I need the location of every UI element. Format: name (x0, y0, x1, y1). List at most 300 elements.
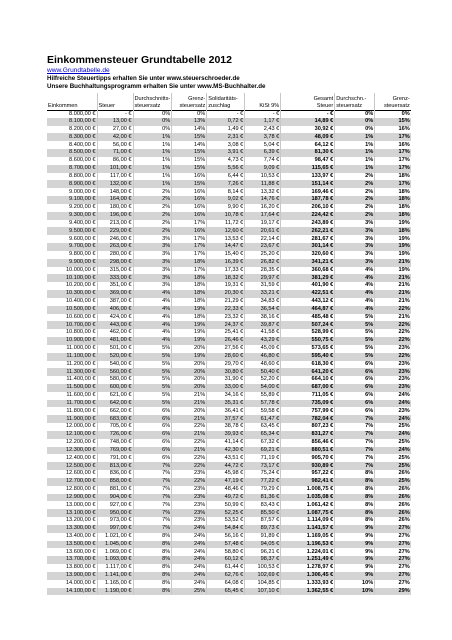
cell-grenz-2: 16% (375, 126, 411, 134)
cell-gesamt: - € (281, 110, 335, 118)
cell-kist: 59,58 € (245, 407, 281, 415)
cell-gesamt: 573,65 € (281, 345, 335, 353)
cell-gesamt: 133,97 € (281, 173, 335, 181)
cell-gesamt: 206,10 € (281, 204, 335, 212)
cell-grenz-2: 25% (375, 454, 411, 462)
cell-durchschnitt: 2% (133, 220, 172, 228)
cell-grenz: 21% (172, 431, 207, 439)
cell-kist: 34,83 € (245, 298, 281, 306)
cell-einkommen: 13.900,00 € (47, 572, 97, 580)
table-row (47, 541, 411, 549)
cell-durchschnitt-2: 2% (335, 173, 375, 181)
cell-soli: 38,78 € (207, 423, 245, 431)
cell-durchschnitt: 7% (133, 462, 172, 470)
cell-einkommen: 12.200,00 € (65, 439, 96, 446)
cell-durchschnitt: 8% (133, 533, 172, 541)
cell-grenz-2: 15% (375, 118, 411, 126)
cell-einkommen: 11.700,00 € (47, 400, 97, 408)
cell-durchschnitt: 6% (133, 415, 172, 423)
cell-soli: 50,99 € (207, 501, 245, 509)
cell-soli: 23,32 € (207, 314, 245, 322)
cell-durchschnitt-2: 4% (335, 306, 375, 314)
cell-durchschnitt-2: 10% (335, 588, 375, 596)
cell-kist: 41,58 € (245, 329, 281, 337)
cell-grenz-2: 27% (375, 533, 411, 541)
table-row (47, 533, 411, 541)
cell-steuer: - € (97, 110, 133, 118)
cell-soli: 0,72 € (207, 118, 245, 126)
cell-kist: 33,21 € (245, 290, 281, 298)
table-row (47, 439, 411, 447)
cell-steuer: 520,00 € (97, 353, 133, 361)
cell-grenz: 21% (172, 447, 207, 455)
cell-durchschnitt-2: 10% (335, 580, 375, 588)
cell-gesamt: 48,09 € (281, 133, 335, 141)
cell-durchschnitt-2: 0% (335, 118, 375, 126)
header-einkommen: Einkommen (48, 102, 78, 109)
cell-durchschnitt: 1% (133, 173, 172, 181)
cell-durchschnitt: 1% (133, 165, 172, 173)
cell-durchschnitt-2: 4% (335, 290, 375, 298)
table-row (47, 478, 411, 486)
table-row (47, 314, 411, 322)
cell-soli: 12,60 € (207, 227, 245, 235)
cell-durchschnitt: 1% (133, 133, 172, 141)
cell-soli: 44,72 € (207, 462, 245, 470)
cell-durchschnitt: 2% (133, 227, 172, 235)
cell-soli: 61,44 € (207, 564, 245, 572)
cell-steuer: 813,00 € (97, 462, 133, 470)
table-row (47, 267, 411, 275)
table-row (47, 243, 411, 251)
table-row (47, 149, 411, 157)
cell-soli: 14,47 € (207, 243, 245, 251)
cell-steuer: 229,00 € (97, 227, 133, 235)
cell-gesamt: 856,46 € (281, 439, 335, 447)
cell-grenz: 22% (172, 462, 207, 470)
table-row (47, 259, 411, 267)
cell-soli: 9,90 € (207, 204, 245, 212)
cell-grenz-2: 23% (375, 345, 411, 353)
table-row (47, 251, 411, 259)
cell-durchschnitt-2: 7% (335, 462, 375, 470)
cell-gesamt: 880,51 € (281, 447, 335, 455)
cell-grenz-2: 17% (375, 165, 411, 173)
cell-durchschnitt-2: 8% (335, 470, 375, 478)
cell-gesamt: 401,90 € (281, 282, 335, 290)
cell-gesamt: 14,89 € (281, 118, 335, 126)
cell-grenz: 25% (172, 588, 207, 596)
table-row (47, 126, 411, 134)
cell-durchschnitt-2: 8% (335, 501, 375, 509)
cell-steuer: 1.093,00 € (97, 556, 133, 564)
cell-einkommen: 10.600,00 € (65, 313, 96, 320)
cell-durchschnitt-2: 9% (335, 564, 375, 572)
cell-grenz: 0% (172, 110, 207, 118)
table-row (47, 525, 411, 533)
cell-einkommen: 9.200,00 € (69, 204, 96, 211)
cell-soli: 2,31 € (207, 133, 245, 141)
cell-einkommen: 13.700,00 € (47, 556, 97, 564)
cell-gesamt: 187,78 € (281, 196, 335, 204)
cell-durchschnitt-2: 1% (335, 157, 375, 165)
cell-soli: 22,33 € (207, 306, 245, 314)
cell-grenz: 19% (172, 306, 207, 314)
cell-steuer: 662,00 € (97, 407, 133, 415)
cell-kist: 94,05 € (245, 541, 281, 549)
cell-einkommen: 9.900,00 € (47, 259, 97, 267)
cell-grenz: 15% (172, 149, 207, 157)
cell-durchschnitt-2: 7% (335, 447, 375, 455)
cell-grenz-2: 27% (375, 580, 411, 588)
cell-kist: 22,14 € (245, 235, 281, 243)
cell-grenz: 16% (172, 227, 207, 235)
cell-durchschnitt-2: 9% (335, 556, 375, 564)
cell-durchschnitt: 1% (133, 149, 172, 157)
cell-gesamt: 528,99 € (281, 329, 335, 337)
cell-soli: 29,70 € (207, 361, 245, 369)
cell-einkommen: 12.400,00 € (65, 454, 96, 461)
cell-grenz-2: 19% (375, 220, 411, 228)
cell-gesamt: 262,21 € (281, 227, 335, 235)
table-row (47, 329, 411, 337)
cell-gesamt: 1.087,75 € (281, 509, 335, 517)
cell-gesamt: 64,12 € (281, 141, 335, 149)
cell-durchschnitt: 6% (133, 407, 172, 415)
cell-steuer: 280,00 € (97, 251, 133, 259)
cell-durchschnitt-2: 7% (335, 415, 375, 423)
cell-kist: 55,89 € (245, 392, 281, 400)
cell-soli: 45,98 € (207, 470, 245, 478)
cell-steuer: 164,00 € (97, 196, 133, 204)
cell-grenz: 15% (172, 180, 207, 188)
cell-durchschnitt-2: 8% (335, 494, 375, 502)
cell-gesamt: 711,05 € (281, 392, 335, 400)
table-row (47, 580, 411, 588)
cell-gesamt: 1.061,42 € (281, 501, 335, 509)
cell-soli: 64,08 € (207, 580, 245, 588)
cell-steuer: 1.117,00 € (97, 564, 133, 572)
cell-grenz-2: 25% (375, 462, 411, 470)
cell-steuer: 180,00 € (97, 204, 133, 212)
cell-kist: 5,04 € (245, 141, 281, 149)
cell-einkommen: 10.200,00 € (65, 282, 96, 289)
table-row (47, 517, 411, 525)
cell-grenz: 23% (172, 470, 207, 478)
cell-durchschnitt-2: 0% (335, 126, 375, 134)
cell-grenz: 13% (172, 118, 207, 126)
cell-steuer: 705,00 € (97, 423, 133, 431)
cell-durchschnitt: 7% (133, 494, 172, 502)
cell-durchschnitt: 2% (133, 188, 172, 196)
cell-kist: 89,73 € (245, 525, 281, 533)
cell-grenz: 22% (172, 454, 207, 462)
cell-gesamt: 1.008,75 € (281, 486, 335, 494)
cell-durchschnitt-2: 3% (335, 251, 375, 259)
cell-steuer: 1.021,00 € (97, 533, 133, 541)
cell-durchschnitt-2: 5% (335, 353, 375, 361)
cell-kist: 29,97 € (245, 274, 281, 282)
cell-steuer: 56,00 € (97, 141, 133, 149)
cell-einkommen: 9.000,00 € (69, 188, 96, 195)
cell-durchschnitt: 0% (133, 126, 172, 134)
cell-grenz: 19% (172, 329, 207, 337)
cell-durchschnitt: 3% (133, 243, 172, 251)
table-row (47, 321, 411, 329)
cell-gesamt: 381,29 € (281, 274, 335, 282)
cell-steuer: 836,00 € (97, 470, 133, 478)
cell-grenz: 20% (172, 407, 207, 415)
table-row (47, 454, 411, 462)
cell-grenz-2: 21% (375, 298, 411, 306)
cell-gesamt: 1.169,05 € (281, 533, 335, 541)
cell-einkommen: 13.100,00 € (47, 509, 97, 517)
cell-steuer: 424,00 € (97, 314, 133, 322)
cell-einkommen: 10.300,00 € (47, 290, 97, 298)
cell-einkommen: 9.100,00 € (47, 196, 97, 204)
cell-soli: 10,78 € (207, 212, 245, 220)
cell-soli: 36,41 € (207, 407, 245, 415)
cell-durchschnitt: 8% (133, 580, 172, 588)
cell-kist: 71,19 € (245, 454, 281, 462)
cell-soli: 43,51 € (207, 454, 245, 462)
cell-grenz: 18% (172, 259, 207, 267)
cell-steuer: 462,00 € (97, 329, 133, 337)
cell-kist: 46,80 € (245, 353, 281, 361)
cell-grenz: 17% (172, 251, 207, 259)
cell-grenz-2: 24% (375, 431, 411, 439)
cell-gesamt: 1.196,53 € (281, 541, 335, 549)
cell-gesamt: 98,47 € (281, 157, 335, 165)
header-steuer: Steuer (97, 93, 133, 110)
table-row (47, 345, 411, 353)
cell-kist: 16,20 € (245, 204, 281, 212)
cell-durchschnitt: 1% (133, 180, 172, 188)
cell-durchschnitt: 3% (133, 259, 172, 267)
cell-durchschnitt-2: 3% (335, 227, 375, 235)
cell-grenz: 20% (172, 345, 207, 353)
cell-grenz-2: 24% (375, 447, 411, 455)
header-grenz: Grenz- steuersatz (172, 93, 207, 110)
cell-kist: 48,60 € (245, 361, 281, 369)
cell-soli: 13,53 € (207, 235, 245, 243)
table-row (47, 274, 411, 282)
cell-gesamt: 831,27 € (281, 431, 335, 439)
cell-steuer: 748,00 € (97, 439, 133, 447)
cell-gesamt: 151,14 € (281, 180, 335, 188)
cell-kist: 20,61 € (245, 227, 281, 235)
header-durchschnitt: Durchschnitts- steuersatz (133, 93, 172, 110)
cell-grenz: 23% (172, 486, 207, 494)
cell-grenz-2: 21% (375, 290, 411, 298)
cell-grenz-2: 17% (375, 157, 411, 165)
table-row (47, 392, 411, 400)
cell-grenz: 23% (172, 517, 207, 525)
cell-einkommen: 10.700,00 € (47, 321, 97, 329)
table-row (47, 133, 411, 141)
cell-gesamt: 807,23 € (281, 423, 335, 431)
cell-durchschnitt: 2% (133, 196, 172, 204)
table-row (47, 556, 411, 564)
cell-gesamt: 320,60 € (281, 251, 335, 259)
cell-durchschnitt-2: 2% (335, 204, 375, 212)
cell-grenz: 19% (172, 321, 207, 329)
table-row (47, 509, 411, 517)
cell-soli: 30,80 € (207, 368, 245, 376)
cell-grenz: 24% (172, 525, 207, 533)
cell-soli: 42,30 € (207, 447, 245, 455)
cell-grenz: 22% (172, 423, 207, 431)
cell-grenz-2: 26% (375, 517, 411, 525)
table-row (47, 141, 411, 149)
cell-durchschnitt: 7% (133, 525, 172, 533)
cell-durchschnitt: 2% (133, 204, 172, 212)
cell-grenz-2: 21% (375, 274, 411, 282)
cell-einkommen: 13.000,00 € (65, 501, 96, 508)
cell-grenz-2: 24% (375, 392, 411, 400)
cell-einkommen: 12.900,00 € (47, 494, 97, 502)
cell-gesamt: 618,30 € (281, 361, 335, 369)
cell-gesamt: 982,41 € (281, 478, 335, 486)
cell-einkommen: 11.600,00 € (66, 392, 96, 399)
cell-einkommen: 13.200,00 € (65, 517, 96, 524)
cell-einkommen: 13.600,00 € (65, 548, 96, 555)
cell-kist: 6,39 € (245, 149, 281, 157)
cell-kist: 23,67 € (245, 243, 281, 251)
cell-durchschnitt-2: 4% (335, 298, 375, 306)
cell-grenz: 24% (172, 556, 207, 564)
page-title: Einkommensteuer Grundtabelle 2012 (47, 54, 232, 66)
cell-gesamt: 224,42 € (281, 212, 335, 220)
cell-grenz-2: 0% (375, 110, 411, 118)
cell-gesamt: 1.362,55 € (281, 588, 335, 596)
cell-einkommen: 12.000,00 € (65, 423, 96, 430)
cell-gesamt: 1.224,01 € (281, 548, 335, 556)
cell-soli: 8,14 € (207, 188, 245, 196)
cell-steuer: 560,00 € (97, 368, 133, 376)
cell-steuer: 263,00 € (97, 243, 133, 251)
cell-soli: 41,14 € (207, 439, 245, 447)
cell-grenz-2: 22% (375, 337, 411, 345)
cell-gesamt: 341,21 € (281, 259, 335, 267)
cell-soli: 60,12 € (207, 556, 245, 564)
website-link[interactable]: www.Grundtabelle.de (47, 67, 110, 74)
cell-steuer: 71,00 € (97, 149, 133, 157)
cell-einkommen: 8.600,00 € (69, 157, 96, 164)
cell-soli: 17,33 € (207, 267, 245, 275)
cell-einkommen: 12.600,00 € (65, 470, 96, 477)
cell-grenz-2: 23% (375, 384, 411, 392)
cell-grenz-2: 22% (375, 321, 411, 329)
header-soli: Solidaritäts- zuschlag (207, 93, 245, 110)
table-row (47, 337, 411, 345)
cell-einkommen: 11.000,00 € (66, 345, 96, 352)
table-row (47, 423, 411, 431)
cell-durchschnitt: 4% (133, 306, 172, 314)
cell-gesamt: 422,51 € (281, 290, 335, 298)
cell-gesamt: 115,65 € (281, 165, 335, 173)
cell-kist: 7,74 € (245, 157, 281, 165)
cell-kist: 31,59 € (245, 282, 281, 290)
cell-durchschnitt: 3% (133, 251, 172, 259)
cell-kist: 10,53 € (245, 173, 281, 181)
cell-grenz: 24% (172, 533, 207, 541)
cell-durchschnitt: 8% (133, 541, 172, 549)
cell-durchschnitt: 7% (133, 478, 172, 486)
cell-gesamt: 595,40 € (281, 353, 335, 361)
cell-grenz: 24% (172, 548, 207, 556)
cell-durchschnitt-2: 2% (335, 196, 375, 204)
cell-kist: 9,09 € (245, 165, 281, 173)
cell-kist: 63,45 € (245, 423, 281, 431)
cell-einkommen: 8.100,00 € (47, 118, 97, 126)
cell-steuer: 600,00 € (97, 384, 133, 392)
table-row (47, 173, 411, 181)
cell-kist: 19,17 € (245, 220, 281, 228)
cell-steuer: 997,00 € (97, 525, 133, 533)
cell-gesamt: 81,30 € (281, 149, 335, 157)
cell-steuer: 117,00 € (97, 173, 133, 181)
cell-einkommen: 12.700,00 € (47, 478, 97, 486)
cell-grenz: 18% (172, 290, 207, 298)
table-row (47, 204, 411, 212)
table-row (47, 447, 411, 455)
cell-durchschnitt: 5% (133, 345, 172, 353)
table-row (47, 564, 411, 572)
cell-durchschnitt-2: 3% (335, 220, 375, 228)
cell-durchschnitt: 8% (133, 548, 172, 556)
cell-einkommen: 12.300,00 € (47, 447, 97, 455)
cell-kist: 28,35 € (245, 267, 281, 275)
cell-durchschnitt-2: 9% (335, 533, 375, 541)
cell-durchschnitt-2: 6% (335, 376, 375, 384)
cell-durchschnitt-2: 2% (335, 212, 375, 220)
cell-grenz-2: 27% (375, 548, 411, 556)
cell-gesamt: 1.114,09 € (281, 517, 335, 525)
cell-steuer: 683,00 € (97, 415, 133, 423)
cell-kist: 91,89 € (245, 533, 281, 541)
cell-einkommen: 10.400,00 € (65, 298, 96, 305)
table-row (47, 188, 411, 196)
cell-grenz: 20% (172, 368, 207, 376)
cell-steuer: 86,00 € (97, 157, 133, 165)
cell-soli: 24,37 € (207, 321, 245, 329)
cell-einkommen: 14.000,00 € (65, 579, 96, 586)
cell-steuer: 369,00 € (97, 290, 133, 298)
cell-kist: 83,43 € (245, 501, 281, 509)
cell-soli: 65,45 € (207, 588, 245, 596)
cell-soli: 27,56 € (207, 345, 245, 353)
cell-einkommen: 10.100,00 € (47, 274, 97, 282)
cell-gesamt: 1.306,45 € (281, 572, 335, 580)
cell-grenz: 24% (172, 572, 207, 580)
cell-durchschnitt-2: 5% (335, 314, 375, 322)
cell-grenz-2: 23% (375, 407, 411, 415)
cell-grenz-2: 26% (375, 494, 411, 502)
cell-kist: 69,21 € (245, 447, 281, 455)
cell-durchschnitt: 4% (133, 329, 172, 337)
cell-einkommen: 8.500,00 € (47, 149, 97, 157)
cell-durchschnitt-2: 1% (335, 149, 375, 157)
cell-soli: 19,31 € (207, 282, 245, 290)
cell-soli: 26,46 € (207, 337, 245, 345)
cell-grenz: 22% (172, 439, 207, 447)
cell-steuer: 246,00 € (97, 235, 133, 243)
cell-durchschnitt: 6% (133, 454, 172, 462)
cell-einkommen: 9.600,00 € (69, 235, 96, 242)
cell-soli: 4,73 € (207, 157, 245, 165)
cell-soli: 54,84 € (207, 525, 245, 533)
